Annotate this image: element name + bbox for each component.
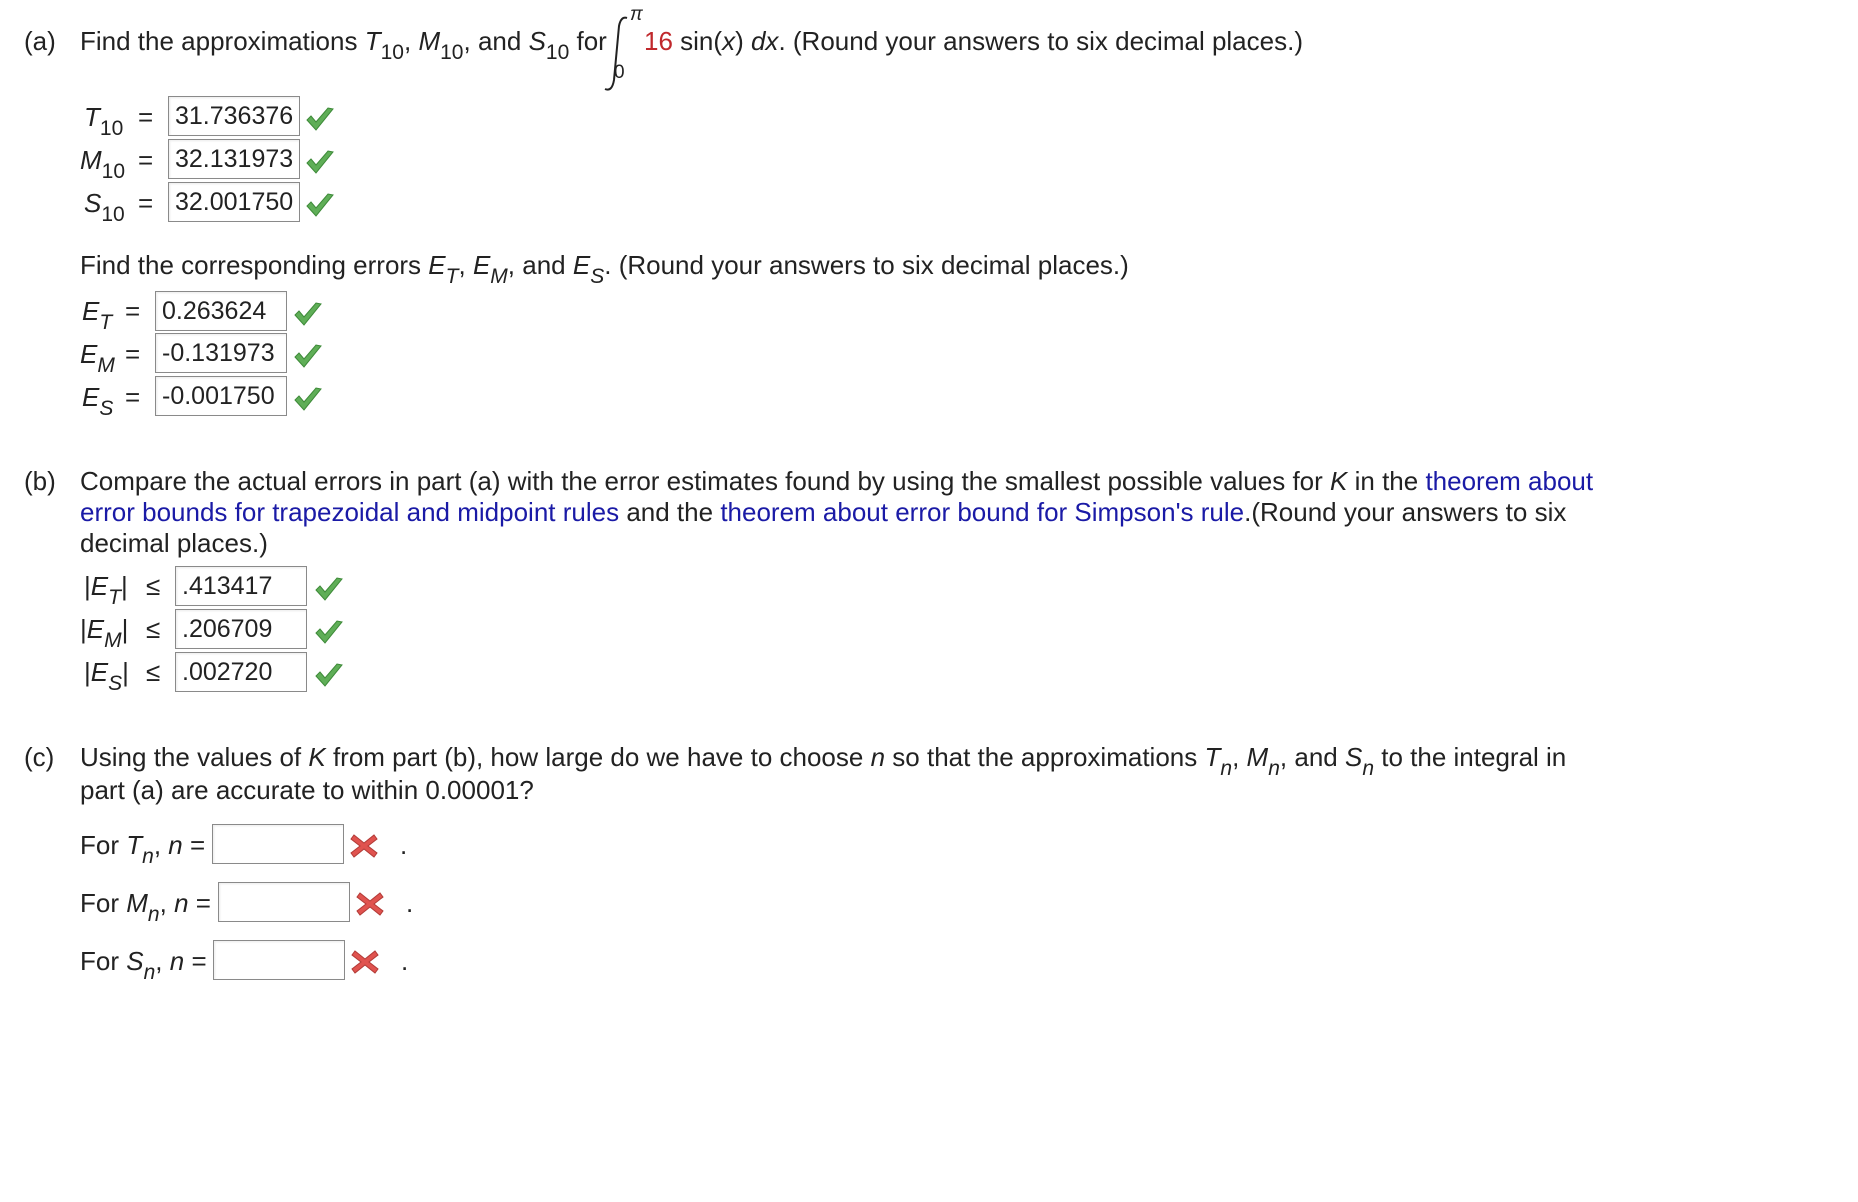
- part-c-label: (c): [24, 742, 55, 772]
- simpson-error-bound-link[interactable]: theorem about error bound for Simpson's rule: [720, 497, 1245, 527]
- part-c-prompt-line-2: part (a) are accurate to within 0.00001?: [80, 775, 534, 805]
- errors-prompt: Find the corresponding errors $E_T$, $E_M$, and $E_S$. (Round your answers to six decimal places.): [80, 250, 1129, 288]
- correct-check-icon: [304, 104, 336, 134]
- em-answer-input[interactable]: -0.131973: [155, 333, 287, 373]
- part-b-prompt-line-1: Compare the actual errors in part (a) with the error estimates found by using the smallest possible values for K in the theorem about: [80, 466, 1594, 496]
- part-b-prompt-line-3: decimal places.): [80, 528, 268, 558]
- es-answer-input[interactable]: -0.001750: [155, 376, 287, 416]
- trailing-period: .: [401, 946, 409, 976]
- theorem-error-bounds-link[interactable]: error bounds for trapezoidal and midpoint rules: [80, 497, 620, 527]
- equals-sign: =: [125, 339, 141, 369]
- trailing-period: .: [400, 830, 408, 860]
- error-label: $E_M$: [80, 339, 115, 377]
- et-bound-input[interactable]: .413417: [175, 566, 307, 606]
- bound-label: $|E_M|$: [80, 614, 129, 652]
- mn-n-input[interactable]: [218, 882, 350, 922]
- tn-n-input[interactable]: [212, 824, 344, 864]
- correct-check-icon: [292, 341, 324, 371]
- t10-answer-input[interactable]: 31.736376: [168, 96, 300, 136]
- correct-check-icon: [313, 574, 345, 604]
- incorrect-cross-icon: [349, 947, 381, 977]
- correct-check-icon: [313, 660, 345, 690]
- et-answer-input[interactable]: 0.263624: [155, 291, 287, 331]
- answer-label: $S_{10}$: [84, 188, 125, 226]
- answer-label: $M_{10}$: [80, 145, 126, 183]
- incorrect-cross-icon: [348, 831, 380, 861]
- part-b-prompt-line-2: error bounds for trapezoidal and midpoint rules and the theorem about error bound for Simpson's rule.(Round your answers to six: [80, 497, 1567, 527]
- n-row-label: For $S_n$, n =: [80, 946, 207, 984]
- bound-label: $|E_S|$: [84, 657, 129, 695]
- n-row-label: For $M_n$, n =: [80, 888, 211, 926]
- leq-sign: ≤: [146, 657, 161, 687]
- error-label: $E_T$: [82, 296, 113, 334]
- integrand-coefficient: 16: [644, 26, 673, 56]
- n-row-label: For $T_n$, n =: [80, 830, 206, 868]
- theorem-error-bounds-link[interactable]: theorem about: [1425, 466, 1594, 496]
- part-a-prompt: Find the approximations $T_{10}$, $M_{10}$, and $S_{10}$ for: [80, 26, 607, 64]
- m10-answer-input[interactable]: 32.131973: [168, 139, 300, 179]
- correct-check-icon: [313, 617, 345, 647]
- correct-check-icon: [304, 190, 336, 220]
- incorrect-cross-icon: [354, 889, 386, 919]
- equals-sign: =: [138, 145, 154, 175]
- part-b-label: (b): [24, 466, 56, 496]
- bound-label: $|E_T|$: [84, 571, 128, 609]
- integral-upper-limit: π: [630, 4, 643, 25]
- correct-check-icon: [292, 384, 324, 414]
- integral-lower-limit: 0: [614, 62, 625, 83]
- es-bound-input[interactable]: .002720: [175, 652, 307, 692]
- s10-answer-input[interactable]: 32.001750: [168, 182, 300, 222]
- equals-sign: =: [138, 102, 154, 132]
- equals-sign: =: [125, 382, 141, 412]
- integral-expression: 16 sin(x) dx. (Round your answers to six decimal places.): [644, 26, 1303, 56]
- leq-sign: ≤: [146, 614, 161, 644]
- correct-check-icon: [304, 147, 336, 177]
- part-c-prompt-line-1: Using the values of K from part (b), how large do we have to choose n so that the approximations $T_n$, $M_n$, and $S_n$ to the integral in: [80, 742, 1567, 780]
- error-label: $E_S$: [82, 382, 114, 420]
- equals-sign: =: [125, 296, 141, 326]
- part-a-label: (a): [24, 26, 56, 56]
- equals-sign: =: [138, 188, 154, 218]
- answer-label: $T_{10}$: [84, 102, 124, 140]
- sn-n-input[interactable]: [213, 940, 345, 980]
- leq-sign: ≤: [146, 571, 161, 601]
- em-bound-input[interactable]: .206709: [175, 609, 307, 649]
- trailing-period: .: [406, 888, 414, 918]
- correct-check-icon: [292, 299, 324, 329]
